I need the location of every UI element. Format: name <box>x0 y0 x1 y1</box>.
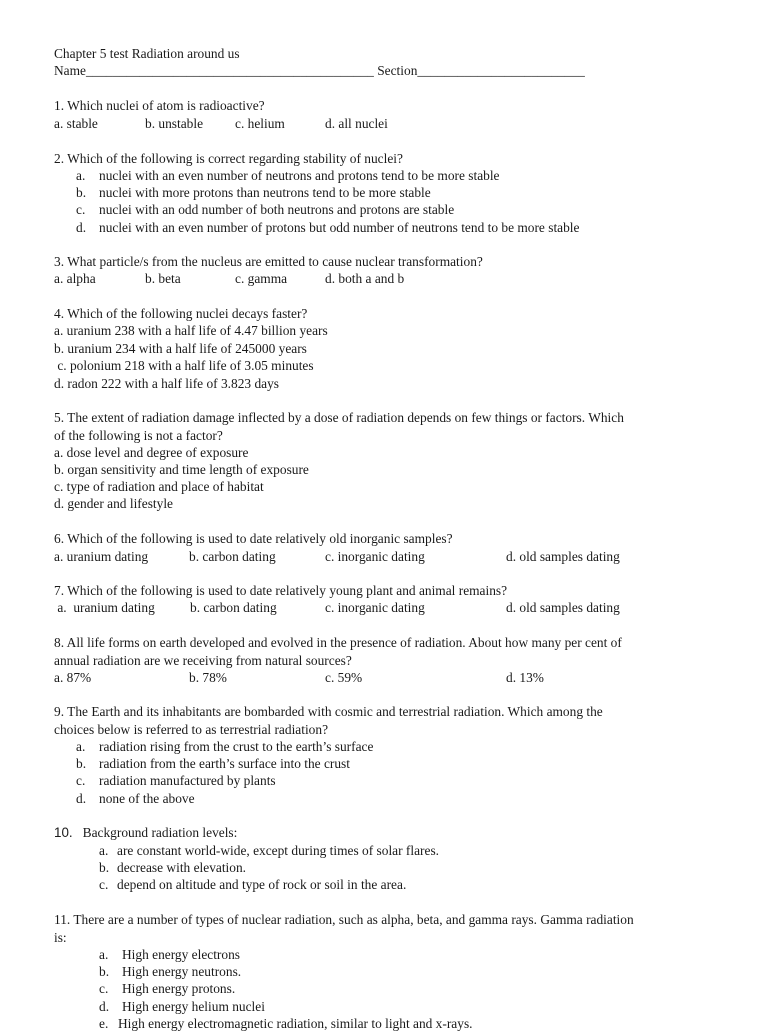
question-7-option-b: b. carbon dating <box>190 600 277 615</box>
question-5-option-d: d. gender and lifestyle <box>54 496 173 511</box>
question-3-option-d: d. both a and b <box>325 271 405 286</box>
question-9-option-c-letter: c. <box>76 773 86 788</box>
question-9-prompt-line-2: choices below is referred to as terrestrial radiation? <box>54 722 329 737</box>
question-11-prompt-line-1: 11. There are a number of types of nuclear radiation, such as alpha, beta, and gamma rays. Gamma radiation <box>54 912 634 927</box>
question-9-option-d-text: none of the above <box>99 791 195 806</box>
question-11-option-a-text: High energy electrons <box>122 947 240 962</box>
question-4-option-c: c. polonium 218 with a half life of 3.05 minutes <box>54 358 314 373</box>
name-section-line: Name___________________________________________ Section_________________________ <box>54 63 585 78</box>
question-6-option-d: d. old samples dating <box>506 549 620 564</box>
question-11-option-d-letter: d. <box>99 999 110 1014</box>
question-11-option-e-letter: e. <box>99 1016 109 1031</box>
question-9-option-b-text: radiation from the earth’s surface into the crust <box>99 756 350 771</box>
question-6-prompt: 6. Which of the following is used to date relatively old inorganic samples? <box>54 531 453 546</box>
question-7-prompt: 7. Which of the following is used to date relatively young plant and animal remains? <box>54 583 508 598</box>
question-2-option-c-letter: c. <box>76 202 86 217</box>
question-10-option-c-letter: c. <box>99 877 109 892</box>
page-title: Chapter 5 test Radiation around us <box>54 46 240 61</box>
question-8-option-a: a. 87% <box>54 670 92 685</box>
question-11-option-b-text: High energy neutrons. <box>122 964 242 979</box>
question-10-option-c-text: depend on altitude and type of rock or soil in the area. <box>117 877 407 892</box>
question-11-option-e-text: High energy electromagnetic radiation, similar to light and x-rays. <box>118 1016 473 1031</box>
question-3-option-c: c. gamma <box>235 271 288 286</box>
question-2-prompt: 2. Which of the following is correct regarding stability of nuclei? <box>54 151 403 166</box>
question-9-option-c-text: radiation manufactured by plants <box>99 773 276 788</box>
question-11-prompt-line-2: is: <box>54 930 67 945</box>
question-8-option-b: b. 78% <box>189 670 227 685</box>
question-11-option-d-text: High energy helium nuclei <box>122 999 265 1014</box>
question-10-number: 10. <box>54 825 73 840</box>
question-7-option-c: c. inorganic dating <box>325 600 425 615</box>
question-9-option-d-letter: d. <box>76 791 87 806</box>
question-4-option-b: b. uranium 234 with a half life of 245000 years <box>54 341 307 356</box>
question-2-option-d-letter: d. <box>76 220 87 235</box>
question-1-prompt: 1. Which nuclei of atom is radioactive? <box>54 98 265 113</box>
question-6-option-c: c. inorganic dating <box>325 549 425 564</box>
question-10-option-a-letter: a. <box>99 843 109 858</box>
question-7-option-a: a. uranium dating <box>54 600 155 615</box>
question-3-option-a: a. alpha <box>54 271 96 286</box>
question-5-option-b: b. organ sensitivity and time length of exposure <box>54 462 309 477</box>
question-3-prompt: 3. What particle/s from the nucleus are emitted to cause nuclear transformation? <box>54 254 483 269</box>
question-1-option-c: c. helium <box>235 116 285 131</box>
question-10-option-b-letter: b. <box>99 860 110 875</box>
question-4-prompt: 4. Which of the following nuclei decays faster? <box>54 306 308 321</box>
question-8-prompt-line-2: annual radiation are we receiving from natural sources? <box>54 653 352 668</box>
question-9-prompt-line-1: 9. The Earth and its inhabitants are bombarded with cosmic and terrestrial radiation. Which among the <box>54 704 603 719</box>
question-5-prompt-line-2: of the following is not a factor? <box>54 428 223 443</box>
question-7-option-d: d. old samples dating <box>506 600 620 615</box>
question-11-option-c-letter: c. <box>99 981 109 996</box>
question-10-option-b-text: decrease with elevation. <box>117 860 247 875</box>
question-9-option-b-letter: b. <box>76 756 87 771</box>
question-8-option-d: d. 13% <box>506 670 544 685</box>
question-11-option-b-letter: b. <box>99 964 110 979</box>
question-1-option-d: d. all nuclei <box>325 116 388 131</box>
question-2-option-d-text: nuclei with an even number of protons but odd number of neutrons tend to be more stable <box>99 220 580 235</box>
question-10-option-a-text: are constant world-wide, except during times of solar flares. <box>117 843 440 858</box>
question-5-option-c: c. type of radiation and place of habitat <box>54 479 264 494</box>
question-4-option-d: d. radon 222 with a half life of 3.823 days <box>54 376 279 391</box>
question-1-option-a: a. stable <box>54 116 98 131</box>
question-6-option-a: a. uranium dating <box>54 549 149 564</box>
question-5-prompt-line-1: 5. The extent of radiation damage inflected by a dose of radiation depends on few things or factors. Which <box>54 410 624 425</box>
question-8-prompt-line-1: 8. All life forms on earth developed and evolved in the presence of radiation. About how many per cent of <box>54 635 622 650</box>
question-6-option-b: b. carbon dating <box>189 549 276 564</box>
question-2-option-a-text: nuclei with an even number of neutrons and protons tend to be more stable <box>99 168 500 183</box>
question-8-option-c: c. 59% <box>325 670 363 685</box>
question-5-option-a: a. dose level and degree of exposure <box>54 445 249 460</box>
question-1-option-b: b. unstable <box>145 116 204 131</box>
question-9-option-a-letter: a. <box>76 739 86 754</box>
question-9-option-a-text: radiation rising from the crust to the earth’s surface <box>99 739 374 754</box>
question-2-option-c-text: nuclei with an odd number of both neutrons and protons are stable <box>99 202 455 217</box>
question-2-option-a-letter: a. <box>76 168 86 183</box>
question-2-option-b-text: nuclei with more protons than neutrons tend to be more stable <box>99 185 431 200</box>
question-3-option-b: b. beta <box>145 271 181 286</box>
question-11-option-a-letter: a. <box>99 947 109 962</box>
question-11-option-c-text: High energy protons. <box>122 981 236 996</box>
question-4-option-a: a. uranium 238 with a half life of 4.47 billion years <box>54 323 328 338</box>
question-10-prompt: 10. Background radiation levels: <box>54 825 238 840</box>
question-2-option-b-letter: b. <box>76 185 87 200</box>
